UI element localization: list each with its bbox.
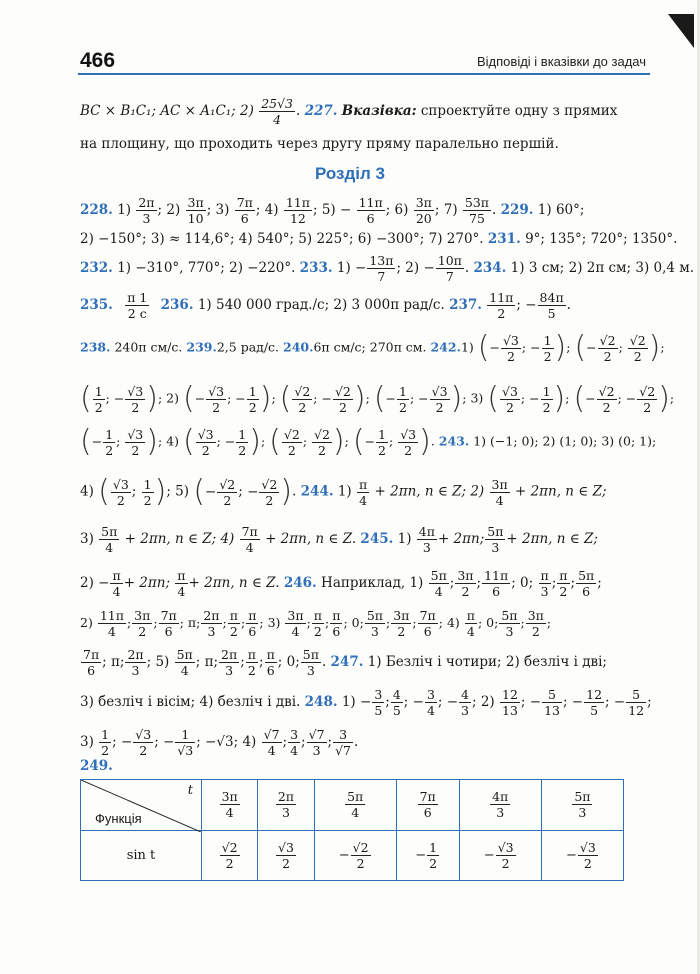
frac-num: √2	[283, 426, 300, 442]
paren-open: (	[269, 424, 281, 459]
frac-den: 2	[238, 442, 247, 458]
frac-den: 2	[633, 348, 642, 364]
frac-num: 1	[378, 426, 386, 442]
answer-line-242c: (− $\frac{1}{2}$ ; $\frac{√3}{2}$ ); 4) ( $\frac{√3}{2}$ ; − $\frac{1}{2}$ ); ( $\frac{√2}{2}$ ; $\frac{√2}{2}$ ); (− $\frac{1}{2}$ ; $\frac{√3}{2}$ ). 243. 1) (−1; 0); 2) (1; 0); 3) (0; 1);	[80, 424, 657, 459]
frac-num: √2	[294, 383, 311, 399]
frac-num: 1	[105, 426, 114, 442]
frac-num: √2	[314, 426, 330, 442]
header-divider	[78, 73, 650, 75]
fraction	[259, 477, 279, 508]
frac-num: √3	[208, 383, 225, 399]
frac-num: 25√3	[261, 96, 294, 111]
coord-pair	[183, 383, 271, 415]
frac-den: 2	[105, 442, 114, 458]
frac-den: 2	[94, 399, 103, 415]
paren-close: )	[146, 424, 158, 459]
frac-num: √3	[112, 476, 129, 492]
frac-den: 2	[298, 399, 307, 415]
minus-sign: −	[321, 390, 332, 406]
paren-close: )	[658, 381, 670, 416]
separator: ;	[116, 433, 125, 449]
answer-line-248: 3) безліч і вісім; 4) безліч і дві. 248. 1) − $\frac{3}{5}$ ; $\frac{4}{5}$ ; − $\frac{3}{4}$ ; − $\frac{4}{3}$ ; 2) $\frac{12}{13}$ ; − $\frac{5}{13}$ ; − $\frac{12}{5}$ ; − $\frac{5}{12}$ ;	[80, 687, 652, 718]
problem-number-235: 235.	[80, 297, 113, 313]
t-label: t	[187, 783, 193, 798]
answer-line-247: $\frac{7\pi}{6}$ ; π; $\frac{2\pi}{3}$ ; 5) $\frac{5\pi}{4}$ ; π; $\frac{2\pi}{3}$ ; $\frac{\pi}{2}$ ; $\frac{\pi}{6}$ ; 0; $\frac{5\pi}{3}$ . 247. 1) Безліч і чотири; 2) безліч і дві;	[83, 647, 607, 678]
table-value-cell: − $\frac{1}{2}$	[396, 830, 459, 881]
coord-pair	[574, 332, 660, 364]
problem-number-247: 247.	[330, 654, 364, 670]
fraction	[541, 384, 553, 415]
paren-open: (	[574, 330, 587, 365]
separator: ;	[131, 483, 141, 500]
frac-den: 2	[338, 399, 347, 415]
row-label-cell: sin t	[81, 830, 202, 881]
frac-den: 2	[378, 442, 386, 458]
problem-number-238: 238.	[80, 339, 111, 355]
fraction	[93, 384, 105, 415]
fraction	[500, 384, 520, 415]
section-title: Розділ 3	[314, 164, 386, 183]
minus-sign: −	[489, 339, 500, 355]
problem-number-231: 231.	[487, 231, 521, 247]
separator: ;	[105, 390, 114, 406]
paren-open: (	[193, 474, 206, 509]
minus-sign: −	[625, 390, 637, 406]
frac-den: 2	[248, 399, 257, 415]
sine-values-table	[80, 779, 624, 881]
frac-num: 1	[399, 383, 407, 399]
paren-open: (	[352, 424, 365, 459]
fraction	[125, 384, 145, 415]
answer-line-229b: 2) −150°; 3) ≈ 114,6°; 4) 540°; 5) 225°; 6) −300°; 7) 270°. 231. 9°; 135°; 720°; 1350°.	[80, 231, 678, 247]
separator: ;	[618, 339, 627, 355]
minus-sign: −	[585, 390, 596, 406]
problem-number-242: 242.	[430, 339, 461, 355]
problem-number-249: 249.	[80, 758, 113, 774]
table-row	[81, 830, 624, 881]
problem-number-227: 227.	[304, 103, 338, 119]
fraction	[333, 384, 353, 415]
answer-line-246: 2) − $\frac{\pi}{4}$ + 2πn; $\frac{\pi}{4}$ + 2πn, n ∈ Z. 246. Наприклад, 1) $\frac{5\pi}{4}$ ; $\frac{3\pi}{2}$ ; $\frac{11\pi}{6}$ ; 0; $\frac{\pi}{3}$ ; $\frac{\pi}{2}$ ; $\frac{5\pi}{6}$ ;	[80, 568, 602, 599]
frac-den: 2	[435, 399, 444, 415]
paren-close: )	[249, 424, 261, 459]
paren-open: (	[80, 381, 92, 416]
fraction	[597, 384, 617, 415]
table-header-cell: $\frac{5\pi}{4}$	[314, 780, 396, 831]
minus-sign: −	[586, 339, 597, 355]
fraction	[376, 427, 388, 458]
frac-num: √2	[219, 476, 236, 492]
minus-sign: −	[364, 433, 376, 449]
frac-den: 2	[131, 399, 140, 415]
frac-num: √2	[261, 476, 278, 492]
frac-num: √3	[502, 383, 518, 399]
answer-line-245: 3) $\frac{5\pi}{4}$ + 2πn, n ∈ Z; 4) $\frac{7\pi}{4}$ + 2πn, n ∈ Z. 245. 1) $\frac{4\pi}{3}$ + 2πn; $\frac{5\pi}{3}$ + 2πn, n ∈ Z;	[80, 524, 598, 555]
fraction	[501, 333, 521, 364]
problem-number-239: 239.	[186, 339, 217, 355]
answer-line-235: 235. $\frac{\pi 1}{2 c}$ 236. 1) 540 000 град./с; 2) 3 000π рад/с. 237. $\frac{11\pi}{2}$ ; − $\frac{84\pi}{5}$ .	[80, 290, 571, 321]
answer-line-244: 4) ( $\frac{√3}{2}$ ; $\frac{1}{2}$ ); 5) (− $\frac{√2}{2}$ ; − $\frac{√2}{2}$ ). 244. 1) $\frac{\pi}{4}$ + 2πn, n ∈ Z; 2) $\frac{3\pi}{4}$ + 2πn, n ∈ Z;	[80, 474, 607, 509]
frac-num: √3	[502, 332, 519, 348]
problem-number-233: 233.	[299, 260, 333, 276]
paren-open: (	[487, 381, 499, 416]
separator: ;	[409, 390, 419, 406]
minus-sign: −	[235, 390, 246, 406]
table-header-cell: $\frac{2\pi}{3}$	[258, 780, 314, 831]
minus-sign: −	[194, 390, 206, 406]
minus-sign: −	[113, 390, 125, 406]
paren-open: (	[477, 330, 490, 365]
coord-pair	[374, 383, 462, 415]
coord-pair	[487, 383, 565, 415]
fraction	[628, 333, 648, 364]
frac-den: 2	[131, 442, 140, 458]
fraction	[217, 477, 237, 508]
running-header-title: Відповіді і вказівки до задач	[477, 54, 646, 69]
frac-den: 2	[505, 399, 514, 415]
paren-close: )	[332, 424, 345, 459]
frac-den: 2	[317, 442, 326, 458]
fraction	[103, 427, 115, 458]
fraction	[398, 427, 418, 458]
minus-sign: −	[529, 390, 540, 406]
table-header-cell: $\frac{7\pi}{6}$	[396, 780, 459, 831]
problem-number-245: 245.	[360, 531, 394, 547]
frac-num: 1	[542, 383, 551, 399]
frac-num: √3	[127, 383, 144, 399]
paren-close: )	[353, 381, 366, 416]
paren-open: (	[182, 381, 195, 416]
table-value-cell: $\frac{√2}{2}$	[202, 830, 258, 881]
table-header-cell: $\frac{4\pi}{3}$	[459, 780, 541, 831]
frac-den: 2	[506, 348, 515, 364]
coord-pair	[80, 426, 158, 458]
separator: ;	[216, 433, 225, 449]
separator: ;	[521, 339, 531, 355]
fraction	[111, 477, 131, 508]
paren-close: )	[554, 330, 567, 365]
paren-close: )	[280, 474, 293, 509]
coord-pair	[193, 476, 292, 508]
answer-line-238: 238. 240π см/с. 239.2,5 рад/с. 240.6π см/с; 270π см. 242.1) (− $\frac{√3}{2}$ ; − $\frac{1}{2}$ ); (− $\frac{√2}{2}$ ; $\frac{√2}{2}$ );	[80, 330, 665, 365]
frac-den: 2	[212, 399, 221, 415]
table-value-cell: − $\frac{√3}{2}$	[541, 830, 623, 881]
frac-num: 1	[143, 476, 152, 492]
answer-line-248b: 3) $\frac{1}{2}$ ; − $\frac{√3}{2}$ ; − $\frac{1}{√3}$ ; −√3; 4) $\frac{√7}{4}$ ; $\frac{3}{4}$ ; $\frac{√7}{3}$ ; $\frac{3}{√7}$ .	[80, 727, 359, 758]
frac-den: 2	[399, 399, 407, 415]
separator: ;	[389, 433, 398, 449]
paren-open: (	[573, 381, 586, 416]
fraction	[637, 384, 657, 415]
table-value-cell: − $\frac{√2}{2}$	[314, 830, 396, 881]
hint-label: Вказівка:	[341, 103, 417, 119]
frac-den: 2	[603, 348, 612, 364]
fraction	[142, 477, 154, 508]
problem-number-232: 232.	[80, 260, 113, 276]
table-value-cell: $\frac{√3}{2}$	[258, 830, 314, 881]
problem-number-234: 234.	[473, 260, 507, 276]
frac-den: 2	[643, 399, 652, 415]
minus-sign: −	[205, 483, 217, 500]
frac-num: 1	[238, 426, 247, 442]
paren-close: )	[648, 330, 661, 365]
frac-num: 1	[543, 332, 552, 348]
answer-line-242b: ( $\frac{1}{2}$ ; − $\frac{√3}{2}$ ); 2) (− $\frac{√3}{2}$ ; − $\frac{1}{2}$ ); ( $\frac{√2}{2}$ ; − $\frac{√2}{2}$ ); (− $\frac{1}{2}$ ; − $\frac{√3}{2}$ ); 3) ( $\frac{√3}{2}$ ; − $\frac{1}{2}$ ); (− $\frac{√2}{2}$ ; − $\frac{√2}{2}$ );	[80, 381, 675, 416]
fraction	[397, 384, 409, 415]
paren-open: (	[80, 424, 92, 459]
table-value-cell: − $\frac{√3}{2}$	[459, 830, 541, 881]
paren-close: )	[259, 381, 272, 416]
fraction	[125, 427, 145, 458]
fraction	[430, 384, 450, 415]
page-number: 466	[80, 49, 116, 72]
table-corner-cell	[81, 780, 202, 831]
separator: ;	[238, 483, 248, 500]
problem-number-236: 236.	[160, 297, 194, 313]
paren-close: )	[419, 424, 431, 459]
coord-pair	[353, 426, 431, 458]
frac-num: √3	[400, 426, 417, 442]
fraction	[312, 427, 332, 458]
paren-open: (	[98, 474, 110, 509]
coord-pair	[183, 426, 261, 458]
fraction	[247, 384, 259, 415]
frac-num: √3	[431, 383, 448, 399]
fraction	[598, 333, 618, 364]
minus-sign: −	[530, 339, 541, 355]
frac-den: 2	[542, 399, 551, 415]
separator: ;	[302, 433, 311, 449]
problem-number-243: 243.	[438, 433, 470, 449]
fraction	[282, 427, 302, 458]
coord-pair	[269, 426, 344, 458]
frac-num: √2	[334, 383, 351, 399]
frac-den: 2	[404, 442, 413, 458]
frac-num: 1	[94, 383, 103, 399]
answer-line-1: BC × B₁C₁; AC × A₁C₁; 2) $\frac{25√3}{4}$ . 227. Вказівка: спроектуйте одну з прямих	[80, 96, 618, 127]
separator: ;	[227, 390, 236, 406]
problem-number-237: 237.	[449, 297, 482, 313]
problem-number-228: 228.	[80, 202, 113, 218]
answer-line-246b: 2) $\frac{11\pi}{4}$ ; $\frac{3\pi}{2}$ ; $\frac{7\pi}{6}$ ; π; $\frac{2\pi}{3}$ ; $\frac{\pi}{2}$ ; $\frac{\pi}{6}$ ; 3) $\frac{3\pi}{4}$ ; $\frac{\pi}{2}$ ; $\frac{\pi}{6}$ ; 0; $\frac{5\pi}{3}$ ; $\frac{3\pi}{2}$ ; $\frac{7\pi}{6}$ ; 4) $\frac{\pi}{4}$ ; 0; $\frac{5\pi}{3}$ ; $\frac{3\pi}{2}$ ;	[80, 608, 552, 639]
fraction	[292, 384, 312, 415]
frac-den: 2	[116, 492, 125, 508]
coord-pair	[478, 332, 566, 364]
frac-den: 2	[143, 492, 152, 508]
paren-open: (	[373, 381, 386, 416]
coord-pair	[98, 476, 166, 508]
fraction	[542, 333, 554, 364]
separator: ;	[617, 390, 626, 406]
minus-sign: −	[247, 483, 259, 500]
function-label: Функція	[95, 810, 142, 826]
coord-pair	[80, 383, 158, 415]
frac-den: 2	[602, 399, 611, 415]
coord-pair	[573, 383, 669, 415]
table-header-cell: $\frac{5\pi}{3}$	[541, 780, 623, 831]
fraction	[206, 384, 226, 415]
table-header-cell: $\frac{3\pi}{4}$	[202, 780, 258, 831]
frac-num: √3	[197, 426, 214, 442]
page-corner-decoration	[668, 14, 694, 48]
frac-num: √2	[598, 383, 615, 399]
frac-den: 4	[273, 112, 282, 127]
problem-number-240: 240.	[283, 339, 314, 355]
fraction	[196, 427, 216, 458]
frac-den: 2	[287, 442, 296, 458]
frac-den: 2	[265, 492, 274, 508]
answer-line-2: на площину, що проходить через другу пряму паралельно першій.	[80, 136, 559, 152]
coord-pair	[280, 383, 366, 415]
frac-num: 1	[248, 383, 257, 399]
frac-den: 2	[543, 348, 552, 364]
paren-open: (	[279, 381, 292, 416]
problem-number-244: 244.	[300, 483, 334, 500]
frac-den: 2	[201, 442, 210, 458]
answer-line-228: 228. 1) $\frac{2\pi}{3}$ ; 2) $\frac{3\pi}{10}$ ; 3) $\frac{7\pi}{6}$ ; 4) $\frac{11\pi}{12}$ ; 5) − $\frac{11\pi}{6}$ ; 6) $\frac{3\pi}{20}$ ; 7) $\frac{53\pi}{75}$ . 229. 1) 60°;	[80, 195, 585, 226]
fraction	[236, 427, 248, 458]
frac-den: 2	[223, 492, 232, 508]
problem-number-246: 246.	[283, 575, 317, 591]
answer-line-249	[80, 757, 650, 775]
minus-sign: −	[418, 390, 429, 406]
paren-close: )	[450, 381, 463, 416]
separator: ;	[520, 390, 530, 406]
minus-sign: −	[91, 433, 103, 449]
minus-sign: −	[224, 433, 236, 449]
frac-num: √2	[599, 332, 616, 348]
problem-number-229: 229.	[500, 202, 534, 218]
frac-num: √2	[639, 383, 656, 399]
table-header-row	[81, 780, 624, 831]
frac-num: √2	[629, 332, 646, 348]
problem-number-248: 248.	[304, 694, 338, 710]
paren-close: )	[154, 474, 167, 509]
frac-num: √3	[127, 426, 144, 442]
paren-close: )	[553, 381, 566, 416]
paren-close: )	[146, 381, 158, 416]
answer-line-232: 232. 1) −310°, 770°; 2) −220°. 233. 1) − $\frac{13\pi}{7}$ ; 2) − $\frac{10\pi}{7}$ . 234. 1) 3 см; 2) 2π см; 3) 0,4 м.	[80, 253, 695, 284]
minus-sign: −	[385, 390, 397, 406]
paren-open: (	[182, 424, 195, 459]
separator: ;	[313, 390, 322, 406]
